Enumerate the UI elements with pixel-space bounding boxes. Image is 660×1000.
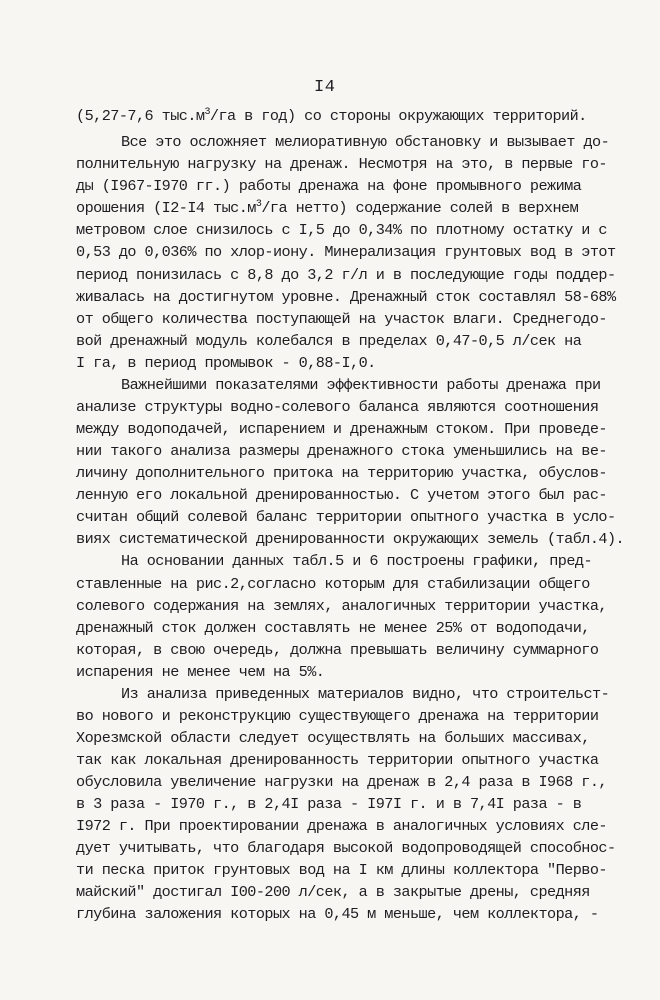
text-line [76, 860, 607, 881]
superscript: 3 [255, 199, 262, 210]
text-line-content: испарения не менее чем на 5%. [76, 663, 325, 681]
superscript: 3 [204, 107, 210, 118]
text-line-content: виях систематической дренированности окружающих земель (табл.4). [76, 530, 625, 548]
text-line [76, 882, 590, 903]
text-line [76, 331, 581, 352]
text-line [76, 287, 616, 308]
text-line [76, 419, 607, 440]
text-line [76, 309, 607, 330]
text-line-content: /га нетто) содержание солей в верхнем [261, 199, 579, 217]
text-line-content: Важнейшими показателями эффективности работы дренажа при [121, 376, 601, 394]
text-line [76, 618, 590, 639]
text-line [76, 353, 376, 374]
text-line-content: период понизилась с 8,8 до 3,2 г/л и в последующие годы поддер- [76, 266, 616, 284]
text-line [76, 242, 616, 263]
text-line [121, 684, 609, 705]
text-line-content: ти песка приток грунтовых вод на I км длины коллектора "Перво- [76, 861, 607, 879]
text-line [76, 485, 607, 506]
text-line-content: орошения (I2-I4 тыс.м [76, 199, 256, 217]
text-line [76, 640, 598, 661]
text-line-content: вой дренажный модуль колебался в пределах 0,47-0,5 л/сек на [76, 332, 582, 350]
text-line-content: глубина заложения которых на 0,45 м меньше, чем коллектора, - [76, 905, 599, 923]
text-line-content: Все это осложняет мелиоративную обстановку и вызывает до- [121, 133, 610, 151]
text-line [76, 154, 607, 175]
text-line-content: живалась на достигнутом уровне. Дренажный сток составлял 58-68% [76, 288, 616, 306]
text-line [76, 596, 607, 617]
text-line [76, 772, 607, 793]
text-line-content: анализе структуры водно-солевого баланса являются соотношения [76, 398, 599, 416]
text-line [76, 176, 581, 197]
text-line [121, 375, 601, 396]
text-line-content: (5,27-7,6 тыс.м [76, 107, 205, 125]
text-line-content: считан общий солевой баланс территории опытного участка в усло- [76, 508, 616, 526]
text-line-content: ленную его локальной дренированностью. С учетом этого был рас- [76, 486, 607, 504]
text-line-content: солевого содержания на землях, аналогичных территории участка, [76, 597, 607, 615]
text-line [76, 220, 607, 241]
text-line-content: в 3 раза - I970 г., в 2,4I раза - I97I г. и в 7,4I раза - в [76, 795, 582, 813]
text-line [76, 463, 607, 484]
text-line [76, 662, 324, 683]
text-line [76, 441, 607, 462]
text-line-content: ставленные на рис.2,согласно которым для стабилизации общего [76, 575, 590, 593]
text-line-content: дует учитывать, что благодаря высокой водопроводящей способнос- [76, 839, 616, 857]
text-line-content: обусловила увеличение нагрузки на дренаж в 2,4 раза в I968 г., [76, 773, 607, 791]
text-line [76, 198, 578, 219]
text-line-content: I га, в период промывок - 0,88-I,0. [76, 354, 376, 372]
text-line [76, 106, 587, 127]
text-line-content: между водоподачей, испарением и дренажным стоком. При проведе- [76, 420, 607, 438]
text-line-content: во нового и реконструкцию существующего дренажа на территории [76, 707, 599, 725]
text-line-content: которая, в свою очередь, должна превышать величину суммарного [76, 641, 599, 659]
text-line [121, 551, 592, 572]
text-line-content: I972 г. При проектировании дренажа в аналогичных условиях сле- [76, 817, 607, 835]
text-line-content: нии такого анализа размеры дренажного стока уменьшились на ве- [76, 442, 607, 460]
text-line [76, 904, 598, 925]
page-number: I4 [314, 78, 336, 97]
text-line-content: 0,53 до 0,036% по хлор-иону. Минерализация грунтовых вод в этот [76, 243, 616, 261]
text-line [76, 529, 624, 550]
text-line [76, 507, 616, 528]
text-line-content: от общего количества поступающей на участок влаги. Среднегодо- [76, 310, 607, 328]
text-line-content: личину дополнительного притока на территорию участка, обуслов- [76, 464, 607, 482]
text-line [76, 265, 616, 286]
text-line [76, 397, 598, 418]
text-line-content: полнительную нагрузку на дренаж. Несмотря на это, в первые го- [76, 155, 607, 173]
text-line [76, 750, 598, 771]
text-line-content: /га в год) со стороны окружающих территорий. [209, 107, 587, 125]
text-line [76, 728, 590, 749]
text-line-content: Хорезмской области следует осуществлять на больших массивах, [76, 729, 590, 747]
text-line [76, 706, 598, 727]
text-line [76, 838, 616, 859]
text-line-content: так как локальная дренированность территории опытного участка [76, 751, 599, 769]
text-line [76, 816, 607, 837]
text-line-content: метровом слое снизилось с I,5 до 0,34% по плотному остатку и с [76, 221, 607, 239]
text-line [76, 574, 590, 595]
text-line-content: ды (I967-I970 гг.) работы дренажа на фоне промывного режима [76, 177, 582, 195]
text-line-content: майский" достигал I00-200 л/сек, а в закрытые дрены, средняя [76, 883, 590, 901]
text-line-content: Из анализа приведенных материалов видно, что строительст- [121, 685, 610, 703]
text-line [121, 132, 609, 153]
text-line-content: На основании данных табл.5 и 6 построены графики, пред- [121, 552, 593, 570]
text-line [76, 794, 581, 815]
text-line-content: дренажный сток должен составлять не менее 25% от водоподачи, [76, 619, 590, 637]
